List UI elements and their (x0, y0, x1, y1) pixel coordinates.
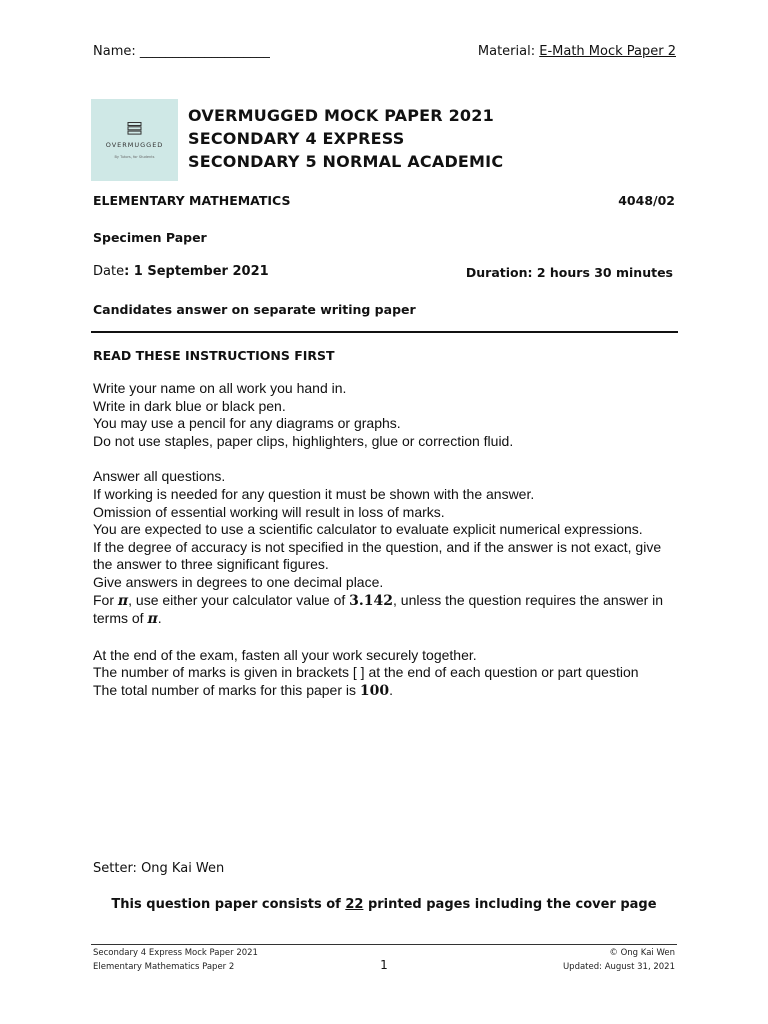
subject-name: ELEMENTARY MATHEMATICS (93, 193, 291, 208)
pi-text: , use either your calculator value of (128, 591, 350, 608)
instructions-block-3 (93, 647, 693, 701)
total-text: The total number of marks for this paper is (93, 681, 360, 698)
page-count-text: This question paper consists of (111, 897, 346, 912)
instruction-line: the answer to three significant figures. (93, 556, 329, 573)
footer-copyright: © Ong Kai Wen (609, 948, 675, 958)
material-value: E-Math Mock Paper 2 (539, 44, 676, 59)
page-count-text: printed pages including the cover page (363, 897, 657, 912)
page-number: 1 (380, 958, 388, 972)
section-divider (91, 331, 678, 333)
paper-title (188, 104, 503, 173)
pi-text: For (93, 591, 118, 608)
overmugged-logo (91, 99, 178, 181)
date-label: Date (93, 264, 125, 279)
instruction-line-pi-2 (93, 610, 693, 629)
name-blank: ____________________ (139, 44, 270, 59)
setter-name: Setter: Ong Kai Wen (93, 861, 225, 876)
footer-divider (91, 944, 677, 945)
date-value: : 1 September 2021 (124, 264, 269, 279)
paper-code: 4048/02 (618, 193, 675, 208)
pi-text: terms of (93, 610, 148, 627)
pi-text: . (157, 610, 162, 627)
footer-updated: Updated: August 31, 2021 (562, 962, 675, 972)
title-line-1: OVERMUGGED MOCK PAPER 2021 (188, 106, 494, 125)
pi-symbol: π (117, 592, 129, 609)
instruction-line: If the degree of accuracy is not specified in the question, and if the answer is not exact, give (93, 538, 662, 555)
logo-wordmark: OVERMUGGED (105, 141, 164, 149)
paper-type: Specimen Paper (93, 230, 207, 245)
instruction-line: Give answers in degrees to one decimal place. (93, 573, 384, 590)
instructions-block-1 (93, 380, 693, 450)
exam-date (93, 264, 269, 279)
name-label: Name: (93, 44, 140, 59)
instruction-line: Do not use staples, paper clips, highlighters, glue or correction fluid. (93, 432, 514, 449)
pi-value: 3.142 (349, 592, 393, 609)
instruction-line: At the end of the exam, fasten all your work securely together. (93, 646, 477, 663)
total-text: . (389, 681, 394, 698)
instruction-line: Omission of essential working will result in loss of marks. (93, 503, 445, 520)
page-count-number: 22 (345, 897, 364, 912)
total-marks: 100 (359, 682, 390, 699)
answer-note: Candidates answer on separate writing paper (93, 302, 416, 317)
footer-left-1: Secondary 4 Express Mock Paper 2021 (93, 948, 258, 958)
exam-duration: Duration: 2 hours 30 minutes (465, 265, 673, 280)
material-field (478, 44, 676, 59)
instruction-line: You are expected to use a scientific calculator to evaluate explicit numerical expressions. (93, 521, 643, 538)
instruction-line-total (93, 682, 693, 701)
instructions-block-2 (93, 468, 693, 628)
footer-left-2: Elementary Mathematics Paper 2 (93, 962, 235, 972)
instruction-line: Answer all questions. (93, 468, 226, 485)
title-line-3: SECONDARY 5 NORMAL ACADEMIC (188, 152, 504, 171)
instructions-body (93, 380, 693, 701)
logo-tagline: By Tutors, for Students (114, 155, 155, 159)
page-count-note (0, 897, 768, 912)
stacked-books-icon (127, 122, 142, 135)
instruction-line: Write your name on all work you hand in. (93, 380, 347, 396)
name-field (93, 44, 270, 59)
instructions-heading: READ THESE INSTRUCTIONS FIRST (93, 348, 335, 363)
pi-text: , unless the question requires the answer in (393, 591, 664, 608)
pi-symbol: π (147, 611, 158, 628)
instruction-line: You may use a pencil for any diagrams or graphs. (93, 415, 401, 432)
instruction-line-pi (93, 592, 693, 611)
instruction-line: If working is needed for any question it must be shown with the answer. (93, 485, 535, 502)
instruction-line: Write in dark blue or black pen. (93, 397, 286, 414)
title-line-2: SECONDARY 4 EXPRESS (188, 129, 405, 148)
instruction-line: The number of marks is given in brackets [ ] at the end of each question or part question (93, 664, 639, 681)
material-label: Material: (477, 44, 540, 59)
